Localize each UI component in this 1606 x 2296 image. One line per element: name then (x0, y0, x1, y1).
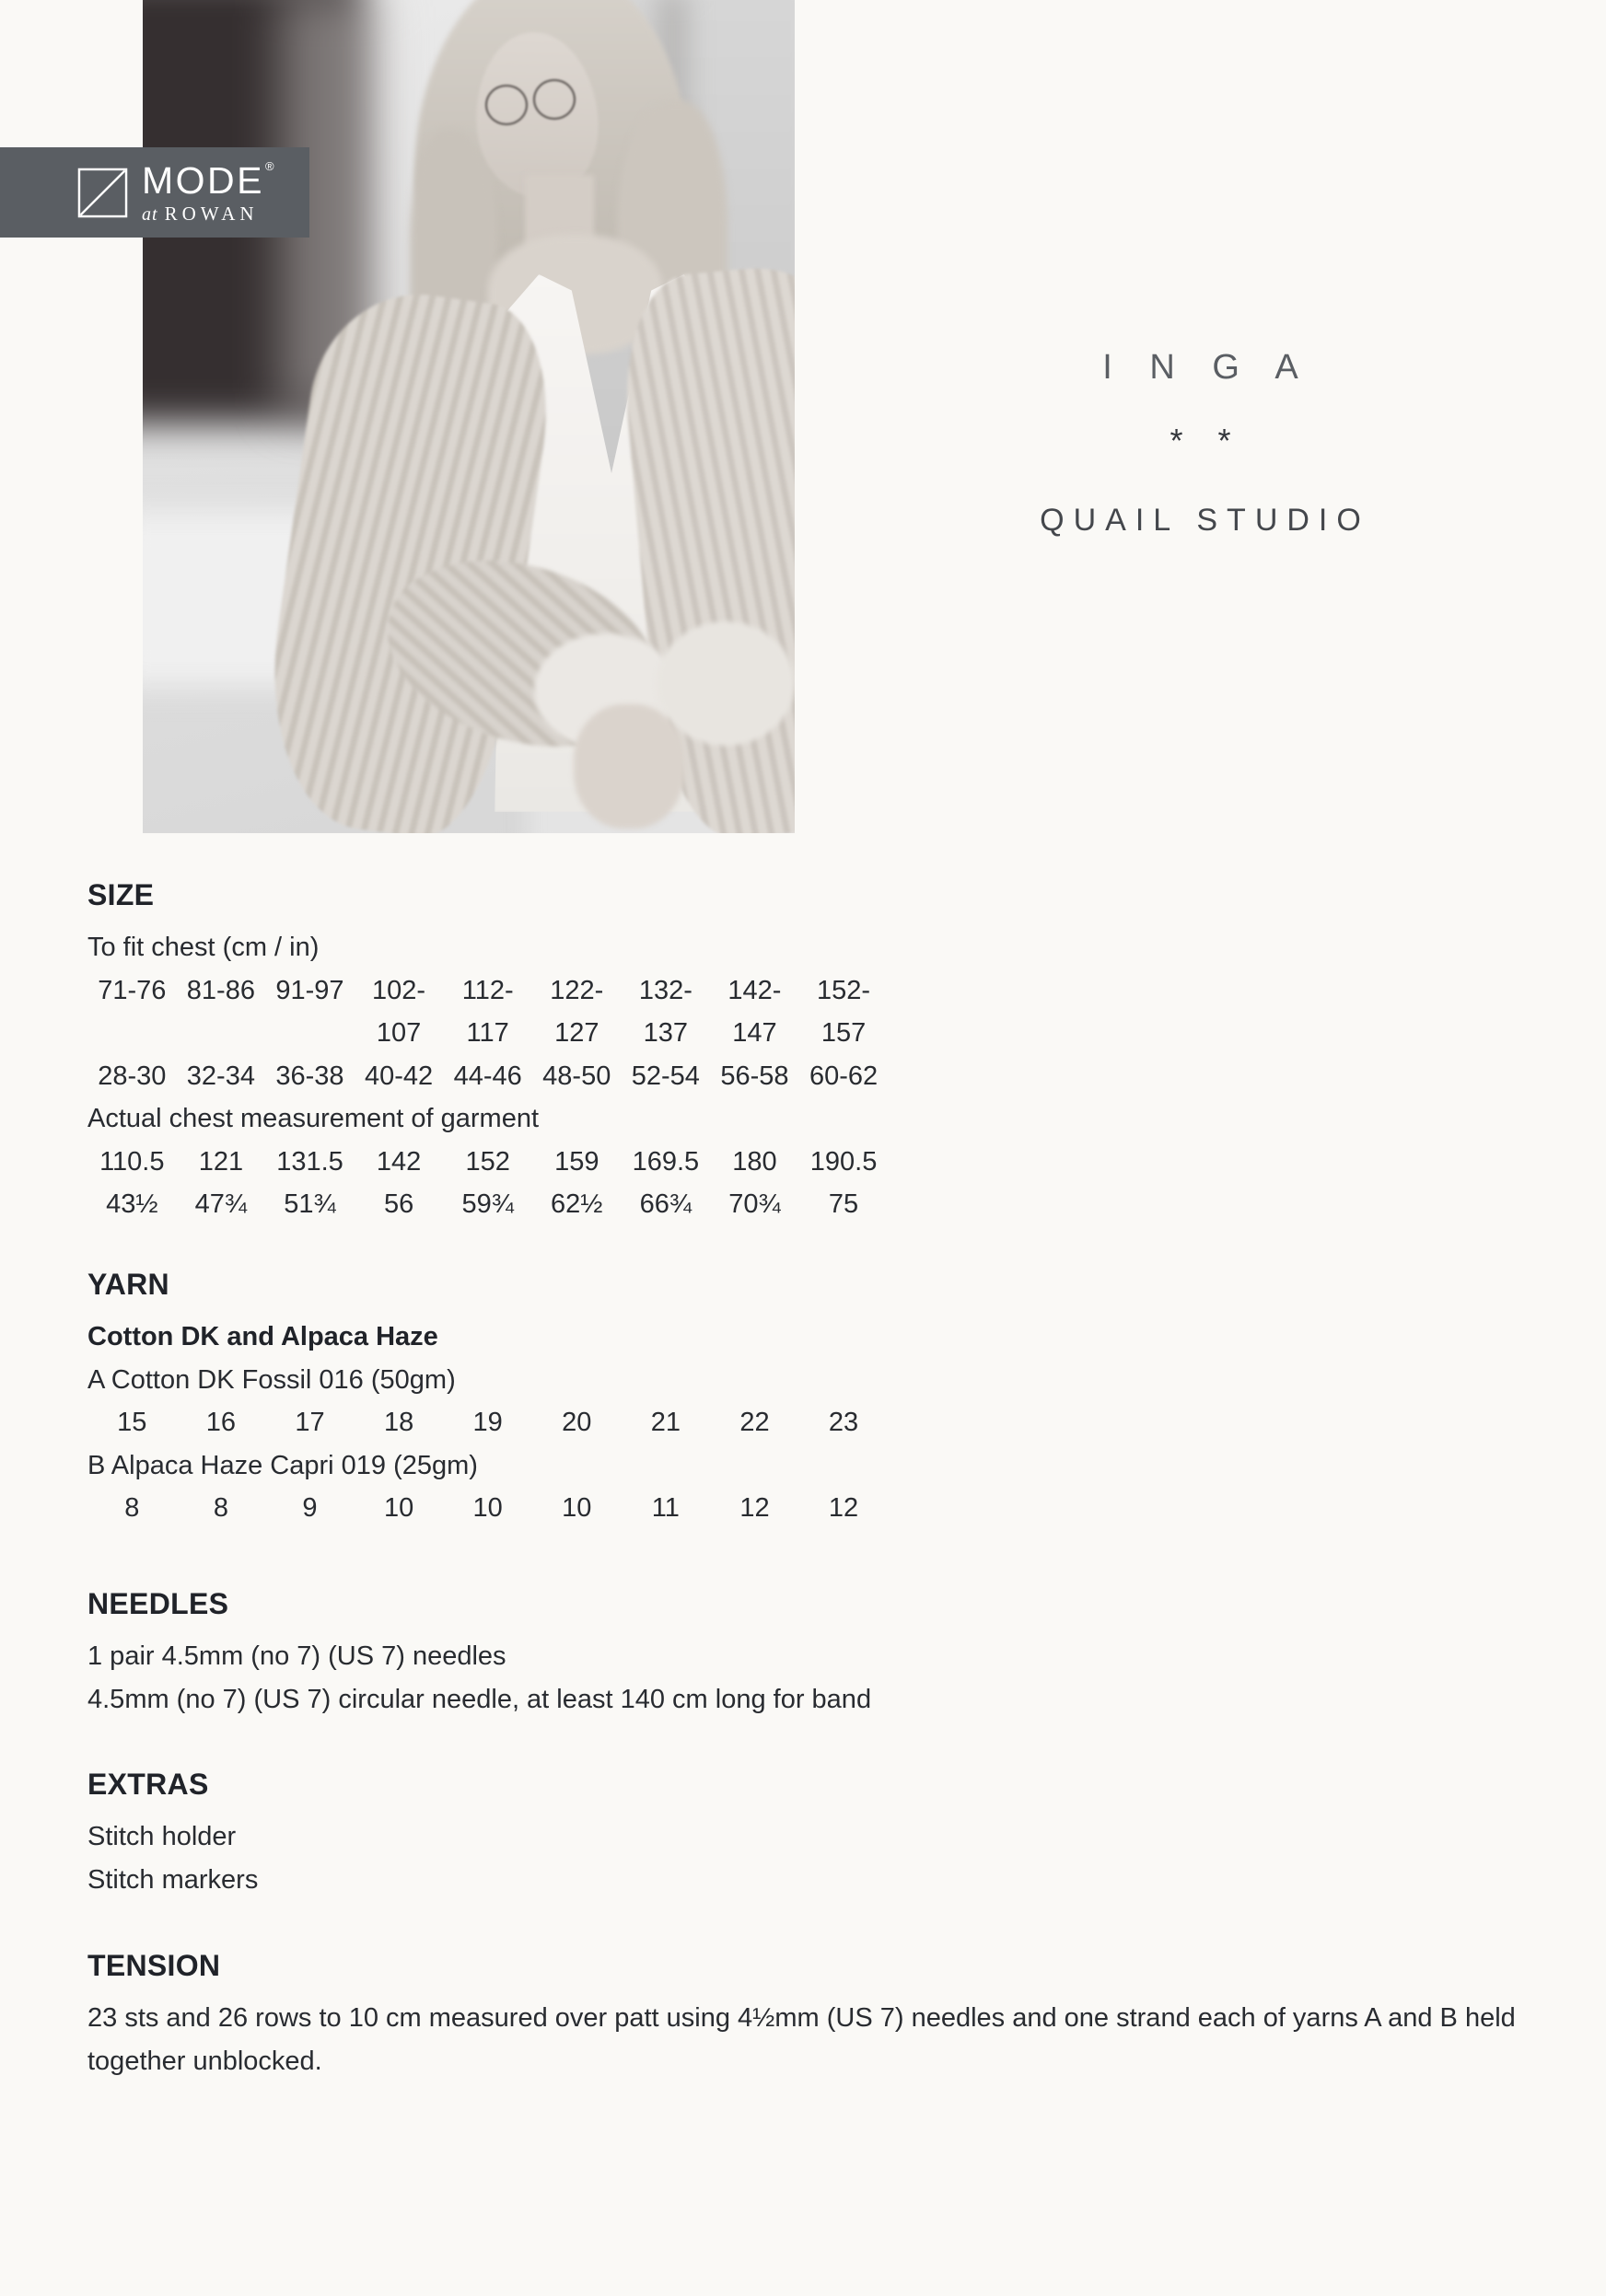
yarn-qty-cell: 21 (650, 1408, 681, 1437)
size-cell: 66¾ (639, 1189, 692, 1219)
size-cell: 190.5 (809, 1146, 878, 1177)
mode-logo-text (142, 158, 277, 225)
size-cell: 47¾ (194, 1189, 248, 1219)
yarn-qty-cell: 19 (472, 1408, 503, 1437)
yarn-qty-cell: 22 (739, 1408, 770, 1437)
to-fit-chest-label: To fit chest (cm / in) (87, 933, 320, 962)
mode-logo-icon (77, 168, 128, 218)
yarn-qty-cell: 18 (383, 1408, 414, 1437)
needles-line-1: 1 pair 4.5mm (no 7) (US 7) needles (87, 1641, 506, 1671)
yarn-qty-cell: 9 (302, 1493, 318, 1523)
size-cell: 152 (465, 1146, 510, 1177)
yarn-qty-cell: 15 (117, 1408, 147, 1437)
yarn-qty-cell: 10 (383, 1493, 414, 1523)
yarn-a-quantities-row (87, 1401, 889, 1444)
size-cell: 132-137 (638, 975, 692, 1048)
logo-sub-brand: at ROWAN (142, 202, 259, 225)
model-hands (574, 704, 684, 829)
size-cell: 180 (732, 1146, 777, 1177)
size-cell: 81-86 (186, 975, 255, 1005)
size-cell: 56-58 (720, 1061, 789, 1091)
size-cell: 122-127 (550, 975, 604, 1048)
size-cell: 44-46 (453, 1061, 522, 1091)
size-cell: 142 (376, 1146, 422, 1177)
extras-heading: EXTRAS (87, 1768, 209, 1801)
yarn-qty-cell: 12 (828, 1493, 859, 1523)
needles-heading: NEEDLES (87, 1587, 229, 1620)
size-cell: 48-50 (542, 1061, 611, 1091)
mode-at-rowan-banner (0, 147, 309, 238)
size-cell: 131.5 (276, 1146, 343, 1177)
size-cell: 91-97 (275, 975, 344, 1005)
size-cell: 112-117 (461, 975, 514, 1048)
yarn-qty-cell: 10 (472, 1493, 503, 1523)
size-cell: 32-34 (186, 1061, 255, 1091)
size-cell: 60-62 (809, 1061, 879, 1091)
size-cell: 75 (828, 1189, 859, 1219)
extras-line-2: Stitch markers (87, 1864, 259, 1895)
cardigan-cuff-right (657, 621, 795, 746)
size-cell: 159 (554, 1146, 599, 1177)
yarn-b-label: B Alpaca Haze Capri 019 (25gm) (87, 1450, 478, 1480)
size-cell: 28-30 (98, 1061, 167, 1091)
tension-section (87, 1947, 1519, 2082)
actual-chest-cm-row (87, 1141, 889, 1184)
pattern-name: I N G A (1102, 348, 1312, 387)
size-cell: 43½ (106, 1189, 158, 1219)
size-heading: SIZE (87, 878, 155, 911)
size-cell: 71-76 (98, 975, 167, 1005)
yarn-qty-cell: 12 (739, 1493, 770, 1523)
to-fit-chest-cm-row (87, 969, 889, 1055)
needles-section (87, 1585, 871, 1721)
extras-section (87, 1766, 258, 1901)
designer-name: QUAIL STUDIO (1040, 503, 1370, 538)
size-cell: 52-54 (631, 1061, 700, 1091)
size-cell: 59¾ (461, 1189, 514, 1219)
yarn-qty-cell: 23 (828, 1408, 859, 1437)
yarn-qty-cell: 11 (651, 1493, 680, 1523)
size-cell: 36-38 (275, 1061, 344, 1091)
yarn-range: Cotton DK and Alpaca Haze (87, 1322, 438, 1351)
yarn-qty-cell: 20 (562, 1408, 592, 1437)
yarn-qty-cell: 8 (213, 1493, 228, 1523)
needles-line-2: 4.5mm (no 7) (US 7) circular needle, at least 140 cm long for band (87, 1684, 872, 1714)
size-cell: 169.5 (632, 1146, 700, 1177)
size-cell: 51¾ (284, 1189, 336, 1219)
difficulty-stars: * * (1170, 422, 1244, 459)
registered-mark: ® (265, 158, 277, 173)
model-glasses-left-lens (485, 85, 528, 125)
actual-chest-in-row (87, 1183, 889, 1226)
size-cell: 56 (383, 1189, 414, 1219)
size-cell: 102-107 (372, 975, 426, 1048)
size-cell: 110.5 (99, 1146, 165, 1177)
size-cell: 121 (198, 1146, 244, 1177)
yarn-qty-cell: 8 (124, 1493, 140, 1523)
size-cell: 152-157 (817, 975, 871, 1048)
yarn-qty-cell: 10 (562, 1493, 592, 1523)
extras-line-1: Stitch holder (87, 1822, 237, 1851)
tension-heading: TENSION (87, 1949, 221, 1982)
size-section (87, 876, 889, 1226)
tension-text: 23 sts and 26 rows to 10 cm measured over patt using 4½mm (US 7) needles and one strand each of yarns A and B held together unblocked. (87, 2003, 1516, 2076)
yarn-b-quantities-row (87, 1487, 889, 1530)
size-cell: 62½ (551, 1189, 603, 1219)
yarn-qty-cell: 16 (205, 1408, 237, 1437)
size-cell: 70¾ (728, 1189, 781, 1219)
yarn-section (87, 1266, 889, 1530)
yarn-qty-cell: 17 (295, 1408, 325, 1437)
model-glasses-right-lens (533, 79, 576, 120)
yarn-a-label: A Cotton DK Fossil 016 (50gm) (87, 1364, 456, 1395)
model-photo (143, 0, 795, 833)
actual-chest-label: Actual chest measurement of garment (87, 1104, 540, 1133)
size-cell: 142-147 (727, 975, 782, 1048)
yarn-heading: YARN (87, 1268, 169, 1301)
size-cell: 40-42 (364, 1061, 434, 1091)
to-fit-chest-in-row (87, 1055, 889, 1098)
logo-brand-name: MODE® (142, 158, 277, 202)
